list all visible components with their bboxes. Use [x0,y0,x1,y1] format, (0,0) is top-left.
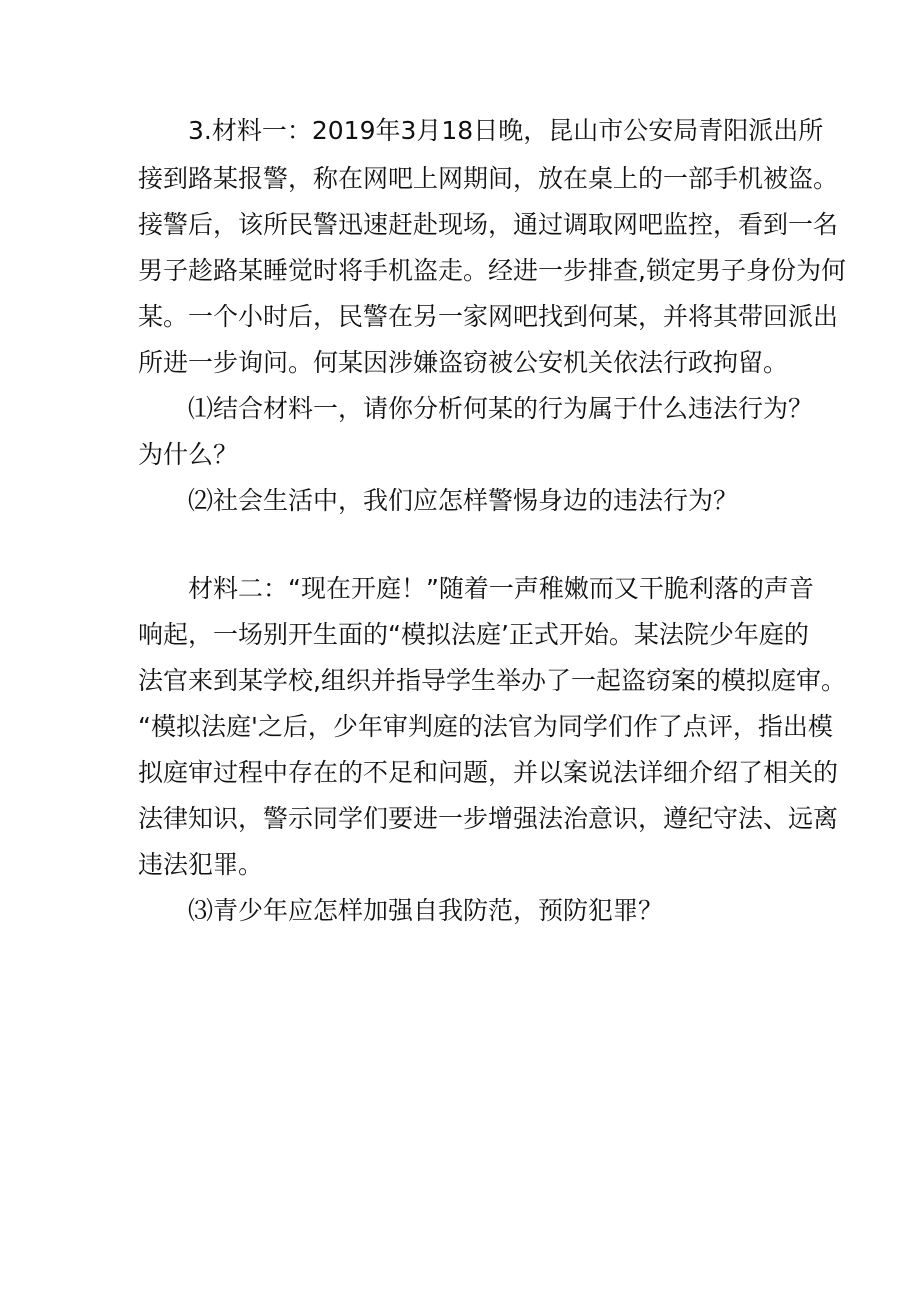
material-two-line: 违法犯罪。 [138,850,264,879]
material-one-line: 某。一个小时后，民警在另一家网吧找到何某，并将其带回派出 [138,302,839,331]
question-one-line: 为什么？ [138,440,239,469]
material-two-line: 法官来到某学校,组织并指导学生举办了一起盗窃案的模拟庭审。 [138,666,846,695]
material-one-line: 所进一步询问。何某因涉嫌盗窃被公安机关依法行政拘留。 [138,348,789,377]
material-two-line: “模拟法庭'之后，少年审判庭的法官为同学们作了点评，指出模 [138,712,833,741]
material-two-line: 法律知识，警示同学们要进一步增强法治意识，遵纪守法、远离 [138,804,839,833]
material-one-line: 接警后，该所民警迅速赶赴现场，通过调取网吧监控，看到一名 [138,210,839,239]
question-two: ⑵社会生活中，我们应怎样警惕身边的违法行为？ [188,486,739,515]
material-two-line: 拟庭审过程中存在的不足和问题，并以案说法详细介绍了相关的 [138,758,839,787]
question-one-line: ⑴结合材料一，请你分析何某的行为属于什么违法行为？ [188,394,814,423]
material-one-line: 接到路某报警，称在网吧上网期间，放在桌上的一部手机被盗。 [138,164,839,193]
material-one-line: 3.材料一：2019年3月18日晚，昆山市公安局青阳派出所 [188,116,824,145]
material-two-line: 响起，一场别开生面的“模拟法庭’正式开始。某法院少年庭的 [138,620,809,649]
question-three: ⑶青少年应怎样加强自我防范，预防犯罪？ [188,896,664,925]
material-two-line: 材料二：“现在开庭！”随着一声稚嫩而又干脆利落的声音 [188,574,814,603]
material-one-line: 男子趁路某睡觉时将手机盗走。经进一步排查,锁定男子身份为何 [138,256,846,285]
